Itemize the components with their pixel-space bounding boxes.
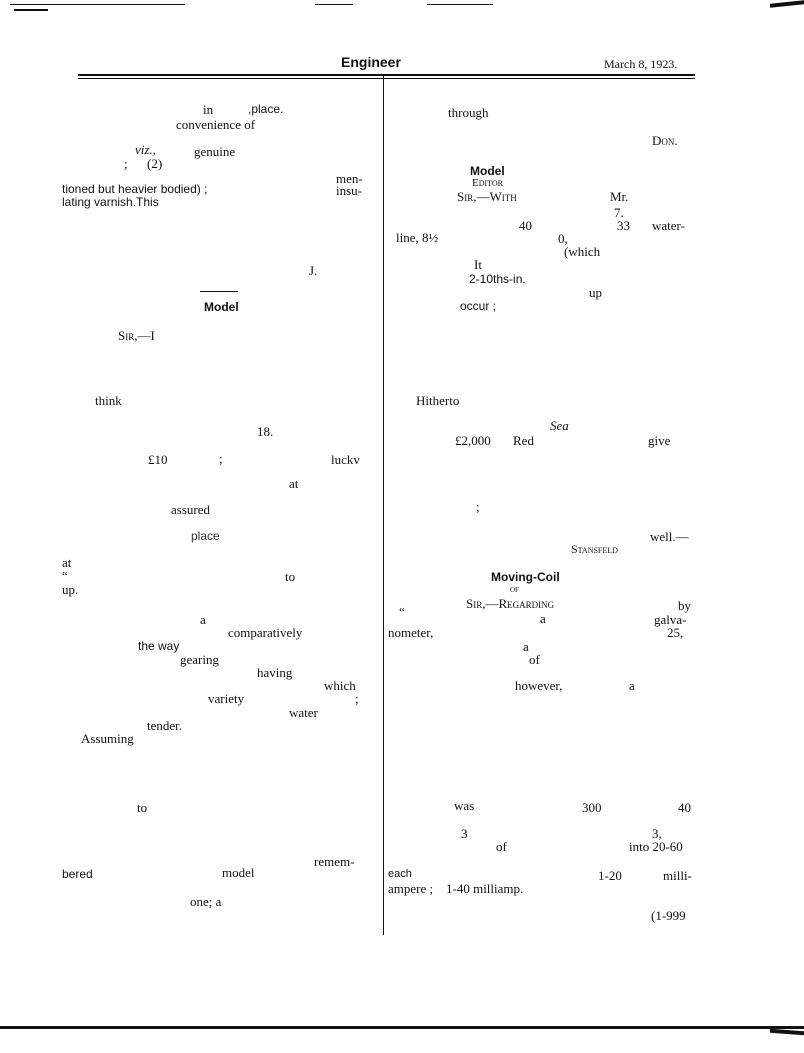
left-text-fragment: variety bbox=[208, 691, 245, 706]
left-text-fragment: genuine bbox=[194, 144, 236, 159]
scan-edge-mark bbox=[315, 4, 353, 5]
left-text-fragment: insu- bbox=[336, 183, 362, 198]
right-text-fragment: give bbox=[648, 433, 671, 448]
right-text-fragment: Sir,—Regarding bbox=[466, 596, 555, 611]
right-text-fragment: ; bbox=[476, 499, 480, 514]
right-text-fragment: 7. bbox=[614, 205, 624, 220]
right-text-fragment: a bbox=[629, 678, 635, 693]
scan-edge-mark bbox=[770, 0, 804, 8]
scan-edge-mark bbox=[770, 1029, 804, 1035]
left-text-fragment: 18. bbox=[257, 424, 274, 439]
left-text-fragment: tender. bbox=[147, 718, 183, 733]
left-text-fragment: “ bbox=[62, 568, 68, 583]
left-text-fragment: Sir,—I bbox=[118, 328, 155, 343]
bottom-rule bbox=[0, 1026, 804, 1029]
header-rule-bottom bbox=[78, 78, 695, 79]
left-text-fragment: J. bbox=[309, 263, 318, 278]
right-text-fragment: Sir,—With bbox=[457, 189, 517, 204]
right-text-fragment: 40 bbox=[519, 218, 532, 233]
right-text-fragment: occur ; bbox=[460, 299, 497, 313]
right-text-fragment: ampere ; bbox=[388, 881, 434, 896]
left-text-fragment: £10 bbox=[148, 452, 168, 467]
right-text-fragment: It bbox=[474, 257, 482, 272]
left-text-fragment: assured bbox=[171, 502, 210, 517]
right-text-fragment: however, bbox=[515, 678, 563, 693]
journal-title: Engineer bbox=[341, 54, 401, 70]
right-text-fragment: up bbox=[589, 285, 602, 300]
scan-edge-mark bbox=[14, 9, 48, 11]
right-text-fragment: nometer, bbox=[388, 625, 434, 640]
left-text-fragment: tioned but heavier bodied) ; bbox=[62, 182, 208, 196]
left-text-fragment: place bbox=[191, 529, 220, 543]
left-text-fragment: gearing bbox=[180, 652, 219, 667]
right-text-fragment: Stansfeld bbox=[571, 542, 618, 556]
right-text-fragment: 3 bbox=[461, 826, 468, 841]
right-text-fragment: Don. bbox=[652, 133, 678, 148]
left-text-fragment: luckv bbox=[331, 452, 360, 467]
left-text-fragment: one; a bbox=[190, 894, 222, 909]
issue-date: March 8, 1923. bbox=[604, 57, 678, 71]
scan-edge-mark bbox=[427, 4, 493, 5]
left-text-fragment: at bbox=[289, 476, 299, 491]
right-text-fragment: 1-20 bbox=[598, 868, 622, 883]
left-text-fragment: to bbox=[285, 569, 296, 584]
left-text-fragment: ,place. bbox=[248, 102, 284, 116]
left-text-fragment: ; bbox=[124, 156, 128, 171]
left-text-fragment: men- bbox=[336, 171, 363, 186]
right-text-fragment: 300 bbox=[582, 800, 602, 815]
right-text-fragment: by bbox=[678, 598, 691, 613]
right-text-fragment: of bbox=[510, 584, 519, 595]
right-text-fragment: Model bbox=[470, 164, 505, 178]
right-text-fragment: 0, bbox=[558, 231, 568, 246]
right-text-fragment: £2,000 bbox=[455, 433, 491, 448]
right-text-fragment: Editor bbox=[472, 177, 504, 189]
left-text-fragment: comparatively bbox=[228, 625, 303, 640]
left-text-fragment: the way bbox=[138, 639, 180, 653]
left-text-fragment: at bbox=[62, 555, 72, 570]
right-text-fragment: (1-999 bbox=[651, 908, 686, 923]
right-text-fragment: 2-10ths-in. bbox=[469, 272, 526, 286]
right-text-fragment: a bbox=[523, 639, 529, 654]
left-text-fragment: think bbox=[95, 393, 122, 408]
left-text-fragment: which bbox=[324, 678, 356, 693]
left-text-fragment: water bbox=[289, 705, 318, 720]
left-text-fragment: remem- bbox=[314, 854, 355, 869]
right-text-fragment: 40 bbox=[678, 800, 691, 815]
section-rule bbox=[200, 291, 238, 292]
right-text-fragment: of bbox=[496, 839, 507, 854]
right-text-fragment: Hitherto bbox=[416, 393, 460, 408]
right-text-fragment: Red bbox=[513, 433, 534, 448]
right-text-fragment: 3, bbox=[652, 826, 662, 841]
column-divider bbox=[383, 75, 384, 935]
left-text-fragment: a bbox=[200, 612, 206, 627]
right-text-fragment: line, 8½ bbox=[396, 230, 439, 245]
left-text-fragment: bered bbox=[62, 867, 93, 881]
right-text-fragment: water- bbox=[652, 218, 685, 233]
right-text-fragment: well.— bbox=[650, 529, 689, 544]
right-text-fragment: 33 bbox=[617, 218, 630, 233]
left-text-fragment: to bbox=[137, 800, 148, 815]
right-text-fragment: each bbox=[388, 868, 412, 880]
header-rule-top bbox=[78, 74, 695, 76]
left-text-fragment: convenience of bbox=[176, 117, 256, 132]
right-text-fragment: milli- bbox=[663, 868, 692, 883]
right-text-fragment: of bbox=[529, 652, 540, 667]
left-text-fragment: Model bbox=[204, 300, 239, 314]
left-text-fragment: up. bbox=[62, 582, 79, 597]
right-text-fragment: (which bbox=[564, 244, 601, 259]
right-text-fragment: 1-40 milliamp. bbox=[446, 881, 524, 896]
right-text-fragment: galva- bbox=[654, 612, 687, 627]
right-text-fragment: a bbox=[540, 611, 546, 626]
right-text-fragment: “ bbox=[399, 604, 405, 619]
right-text-fragment: 25, bbox=[667, 625, 684, 640]
left-text-fragment: lating varnish.This bbox=[62, 195, 159, 209]
left-text-fragment: (2) bbox=[147, 156, 163, 171]
left-text-fragment: model bbox=[222, 865, 255, 880]
left-text-fragment: ; bbox=[355, 691, 359, 706]
left-text-fragment: ; bbox=[219, 451, 223, 466]
left-text-fragment: having bbox=[257, 665, 293, 680]
scan-edge-mark bbox=[10, 4, 185, 5]
right-text-fragment: into 20-60 bbox=[629, 839, 683, 854]
right-text-fragment: Moving-Coil bbox=[491, 570, 560, 584]
left-text-fragment: viz., bbox=[135, 142, 156, 157]
right-text-fragment: through bbox=[448, 105, 489, 120]
right-text-fragment: Mr. bbox=[610, 189, 629, 204]
left-text-fragment: Assuming bbox=[81, 731, 134, 746]
right-text-fragment: was bbox=[454, 798, 475, 813]
right-text-fragment: Sea bbox=[550, 418, 569, 433]
left-text-fragment: in bbox=[203, 102, 214, 117]
